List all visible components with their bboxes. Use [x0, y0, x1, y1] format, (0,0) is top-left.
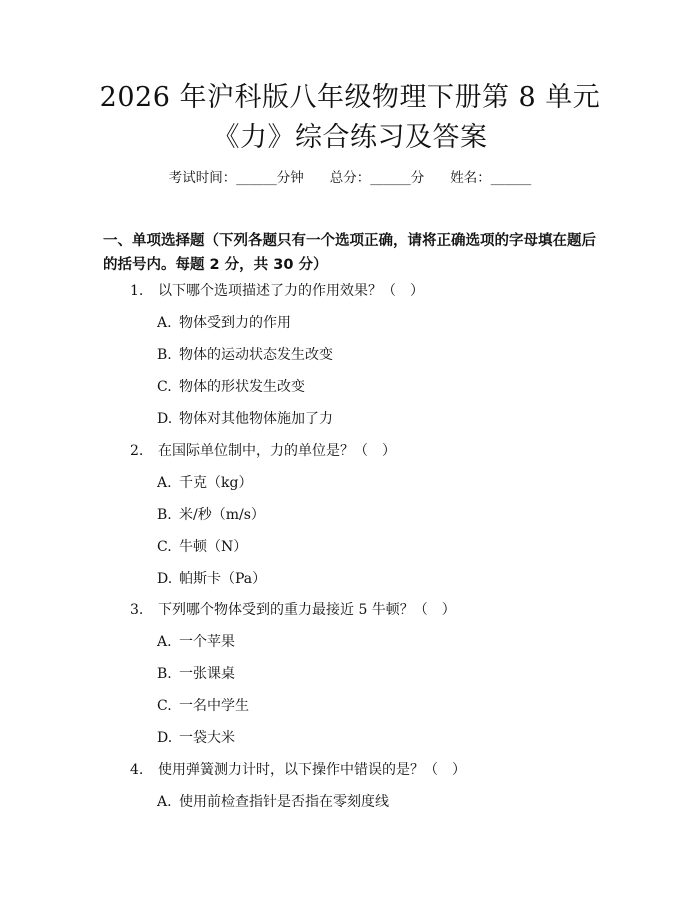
exam-time: 考试时间：______分钟 [168, 170, 304, 186]
option-2d [157, 569, 266, 589]
option-text: 使用前检查指针是否指在零刻度线 [179, 794, 389, 810]
option-text: 物体的运动状态发生改变 [179, 347, 333, 363]
option-text: 千克（kg） [179, 475, 253, 491]
question-text: 以下哪个选项描述了力的作用效果？（ ） [158, 283, 424, 299]
option-letter: C. [157, 539, 172, 555]
option-3b [157, 664, 235, 684]
option-1b [157, 345, 333, 365]
option-text: 米/秒（m/s） [179, 507, 265, 523]
option-text: 物体的形状发生改变 [179, 379, 305, 395]
option-3c [157, 696, 249, 716]
option-1a [157, 313, 291, 333]
option-letter: D. [157, 411, 173, 427]
option-text: 物体对其他物体施加了力 [179, 411, 333, 427]
option-letter: B. [157, 666, 172, 682]
option-1d [157, 409, 333, 429]
option-text: 一张课桌 [179, 666, 235, 682]
option-1c [157, 377, 305, 397]
student-name: 姓名：______ [450, 170, 532, 186]
option-letter: D. [157, 571, 173, 587]
exam-info [0, 168, 700, 188]
option-letter: B. [157, 347, 172, 363]
option-text: 一个苹果 [179, 634, 235, 650]
question-number: 2. [130, 443, 144, 459]
option-letter: A. [157, 634, 172, 650]
option-3d [157, 728, 235, 748]
question-text: 下列哪个物体受到的重力最接近 5 牛顿？（ ） [158, 602, 456, 618]
option-2a [157, 473, 252, 493]
option-letter: A. [157, 315, 172, 331]
option-text: 物体受到力的作用 [179, 315, 291, 331]
title-line-1: 2026 年沪科版八年级物理下册第 8 单元 [99, 82, 601, 113]
option-letter: D. [157, 730, 173, 746]
question-text: 使用弹簧测力计时，以下操作中错误的是？（ ） [158, 762, 466, 778]
option-text: 一名中学生 [179, 698, 249, 714]
option-letter: C. [157, 379, 172, 395]
question-1 [130, 281, 424, 301]
total-score: 总分：______分 [329, 170, 425, 186]
option-4a [157, 792, 389, 812]
question-number: 3. [130, 602, 144, 618]
option-letter: B. [157, 507, 172, 523]
option-2b [157, 505, 265, 525]
option-letter: C. [157, 698, 172, 714]
option-letter: A. [157, 794, 172, 810]
option-3a [157, 632, 235, 652]
option-2c [157, 537, 247, 557]
title-line-2: 《力》综合练习及答案 [212, 122, 488, 153]
question-text: 在国际单位制中，力的单位是？（ ） [158, 443, 396, 459]
option-text: 牛顿（N） [179, 539, 248, 555]
option-text: 一袋大米 [179, 730, 235, 746]
question-4 [130, 760, 466, 780]
section-heading-single-choice: 一、单项选择题（下列各题只有一个选项正确，请将正确选项的字母填在题后的括号内。每题 2 分，共 30 分） [103, 233, 596, 273]
question-2 [130, 441, 396, 461]
option-letter: A. [157, 475, 172, 491]
question-3 [130, 600, 456, 620]
question-number: 4. [130, 762, 144, 778]
question-number: 1. [130, 283, 144, 299]
option-text: 帕斯卡（Pa） [179, 571, 267, 587]
